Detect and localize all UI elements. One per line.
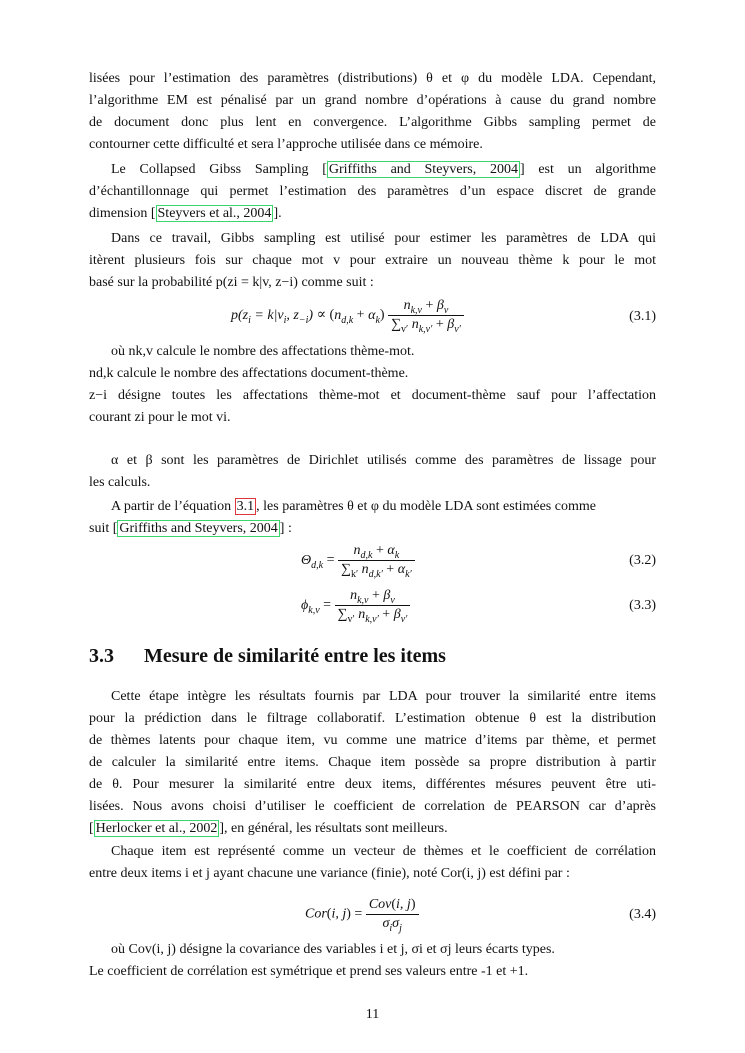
section-title: Mesure de similarité entre les items: [144, 645, 446, 667]
text-line: l’algorithme EM est pénalisé par un grand nombre d’opérations à cause du grand nombre: [89, 93, 656, 108]
paragraph-estimation: [89, 496, 656, 540]
text-line: Cette étape intègre les résultats fournis par LDA pour trouver la similarité entre items: [111, 689, 656, 704]
text-line: Le Collapsed Gibss Sampling [ Griffiths and Steyvers, 2004 ] est un algorithme: [111, 162, 656, 177]
section-number: 3.3: [89, 645, 114, 667]
citation-link[interactable]: Griffiths and Steyvers, 2004: [328, 162, 518, 177]
text-line: lisées pour l’estimation des paramètres (distributions) θ et φ du modèle LDA. Cependant,: [89, 71, 656, 86]
text-line: où nk,v calcule le nombre des affectations thème-mot.: [111, 344, 415, 359]
text-line: [ Herlocker et al., 2002 ], en général, les résultats sont meilleurs.: [89, 821, 448, 836]
fraction: $\frac{\text{Cov(i, j)}}{\sigma_i\sigma_j}$: [366, 897, 419, 932]
text-line: basé sur la probabilité p(zi = k|v, z−i) comme suit :: [89, 275, 374, 290]
equation-3-1: [89, 298, 656, 338]
text-line: Chaque item est représenté comme un vecteur de thèmes et le coefficient de corrélation: [111, 844, 656, 859]
equation-body: $\Theta_{d,k}$ = $\frac{n_{d,k} + \alpha_k}{\sum_{k'} n_{d,k'} + \alpha_{k'}}$: [301, 543, 415, 578]
paragraph-item-vector: [89, 841, 656, 885]
equation-number: (3.1): [629, 309, 656, 324]
text-line: les calculs.: [89, 475, 151, 490]
citation-link[interactable]: Griffiths and Steyvers, 2004: [119, 521, 278, 536]
paragraph-covariance: [89, 939, 656, 983]
text-fragment: :: [287, 521, 292, 536]
citation-link[interactable]: Herlocker et al., 2002: [95, 821, 218, 836]
section-heading: [89, 645, 446, 668]
equation-3-4: [89, 897, 656, 935]
text-fragment: dimension: [89, 206, 148, 221]
equation-number: (3.3): [629, 598, 656, 613]
text-line: α et β sont les paramètres de Dirichlet utilisés comme des paramètres de lissage pour: [111, 453, 656, 468]
equation-number: (3.4): [629, 907, 656, 922]
equation-body: Cor(i, j) = $\frac{\text{Cov(i, j)}}{\sigma_i\sigma_j}$: [305, 897, 419, 932]
text-line: d’échantillonnage qui permet l’estimation des paramètres d’un espace discret de grande: [89, 184, 656, 199]
text-line: courant zi pour le mot vi.: [89, 410, 231, 425]
paragraph-dirichlet: [89, 450, 656, 494]
text-fragment: Le Collapsed Gibss Sampling: [111, 162, 309, 177]
text-line: Le coefficient de corrélation est symétrique et prend ses valeurs entre -1 et +1.: [89, 964, 529, 979]
text-line: dimension [ Steyvers et al., 2004 ].: [89, 206, 282, 221]
equation-body: $\phi_{k,v}$ = $\frac{n_{k,v} + \beta_v}{\sum_{v'} n_{k,v'} + \beta_{v'}}$: [301, 588, 410, 623]
text-line: contourner cette difficulté et sera l’approche utilisée dans ce mémoire.: [89, 137, 483, 152]
equation-3-2: [89, 543, 656, 581]
text-line: suit [ Griffiths and Steyvers, 2004 ] :: [89, 521, 292, 536]
equation-body: $p(z_i = k|v_i$, $z_{-i}) \propto (n_{d,k} + \alpha_k)$ $\frac{n_{k,v} + \beta_v}{\sum_{v'} n_{k,v'} + \beta_{v'}}$: [231, 298, 464, 333]
citation-link[interactable]: Steyvers et al., 2004: [157, 206, 272, 221]
paragraph-collapsed-gibbs: [89, 159, 656, 225]
fraction: $\frac{n_{k,v} + \beta_v}{\sum_{v'} n_{k,v'} + \beta_{v'}}$: [388, 298, 464, 333]
text-fragment: A partir de l’équation: [111, 499, 232, 514]
text-line: [89, 496, 656, 518]
text-fragment: est un algorithme: [538, 162, 656, 177]
text-line: pour la prédiction dans le filtrage collaboratif. L’estimation obtenue θ est la distribution: [89, 711, 656, 726]
text-line: z−i désigne toutes les affectations thème-mot et document-thème sauf pour l’affectation: [89, 388, 656, 403]
text-fragment: .: [278, 206, 282, 221]
text-line: itèrent plusieurs fois sur chaque mot v pour extraire un nouveau thème k pour le mot: [89, 253, 656, 268]
paragraph-similarity: [89, 686, 656, 840]
equation-3-3: [89, 588, 656, 626]
paragraph-em-limitations: [89, 68, 656, 156]
equation-ref-link[interactable]: 3.1: [236, 499, 255, 514]
text-line: de thèmes latents pour chaque item, vu comme une matrice d’items par thème, et permet: [89, 733, 656, 748]
text-line: entre deux items i et j ayant chacune une variance (finie), noté Cor(i, j) est défini par :: [89, 866, 570, 881]
text-line: de θ. Pour mesurer la similarité entre deux items, différentes mésures peuvent être uti-: [89, 777, 656, 792]
text-fragment: , les paramètres θ et φ du modèle LDA sont estimées comme: [256, 499, 596, 514]
fraction: $\frac{n_{d,k} + \alpha_k}{\sum_{k'} n_{d,k'} + \alpha_{k'}}$: [338, 543, 415, 578]
text-line: Dans ce travail, Gibbs sampling est utilisé pour estimer les paramètres de LDA qui: [111, 231, 656, 246]
text-line: de calculer la similarité entre items. Chaque item possède sa propre distribution à partir: [89, 755, 656, 770]
equation-number: (3.2): [629, 553, 656, 568]
text-line: lisées. Nous avons choisi d’utiliser le coefficient de correlation de PEARSON car d’après: [89, 799, 656, 814]
text-line: où Cov(i, j) désigne la covariance des variables i et j, σi et σj leurs écarts types.: [111, 942, 555, 957]
text-fragment: suit: [89, 521, 110, 536]
fraction: $\frac{n_{k,v} + \beta_v}{\sum_{v'} n_{k,v'} + \beta_{v'}}$: [335, 588, 411, 623]
text-line: nd,k calcule le nombre des affectations document-thème.: [89, 366, 409, 381]
page-number: 11: [365, 1007, 380, 1022]
text-line: de document donc plus lent en convergence. L’algorithme Gibbs sampling permet de: [89, 115, 656, 130]
paragraph-definitions: [89, 341, 656, 429]
paragraph-gibbs-usage: [89, 228, 656, 294]
text-fragment: , en général, les résultats sont meilleurs.: [224, 821, 448, 836]
